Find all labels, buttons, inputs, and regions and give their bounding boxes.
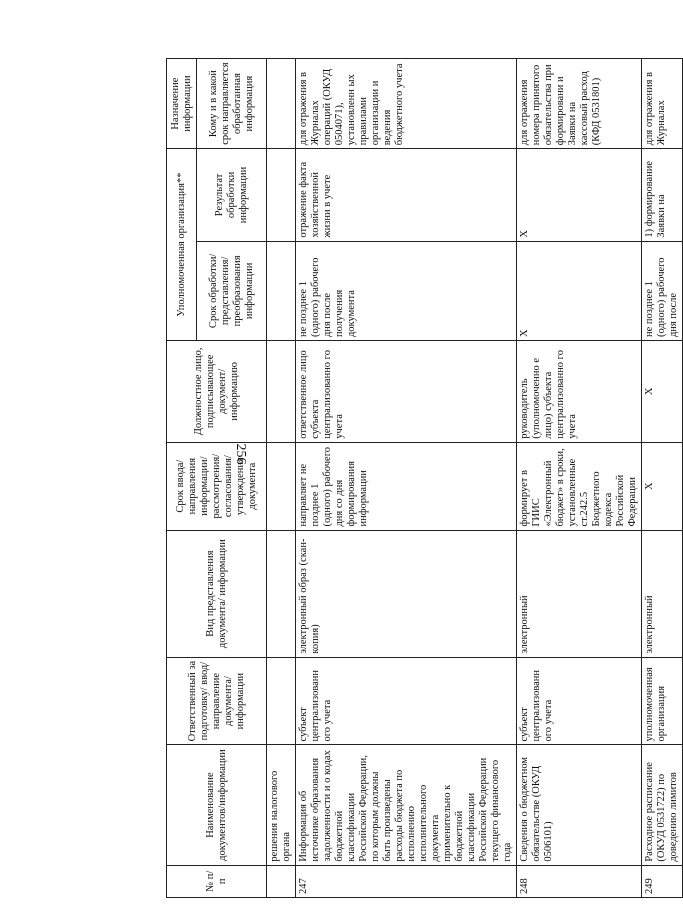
cell-purpose: для отражения номера принятого обязательства при формировани и Заявки на кассовый расход (КФД 0531801) [517, 59, 642, 149]
cell-org-result [267, 149, 296, 241]
header-purpose-group: Назначение информации [167, 59, 197, 149]
cell-name: Сведения о бюджетном обязательстве (ОКУД 0506101) [517, 745, 642, 865]
table-row [296, 59, 517, 898]
cell-org-deadline [267, 241, 296, 340]
cell-org-result: X [517, 149, 642, 241]
table-row [267, 59, 296, 898]
cell-form: электронный образ (скан-копия) [296, 530, 517, 657]
header-responsible: Ответственный за подготовку/ ввод/ направление документа/ информации [167, 657, 267, 745]
cell-org-result: 1) формирование Заявки на [642, 149, 683, 241]
cell-purpose [267, 59, 296, 149]
cell-responsible: субъект централизованн ого учета [296, 657, 517, 745]
cell-org-result: отражение факта хозяйственной жизни в учете [296, 149, 517, 241]
cell-deadline: X [642, 442, 683, 530]
cell-deadline: формирует в ГИИС «Электронный бюджет» в сроки, установленные ст.242.5 Бюджетного кодекса Российской Федерации [517, 442, 642, 530]
header-org-group: Уполномоченная организация** [167, 149, 197, 341]
cell-signer: X [642, 341, 683, 443]
cell-responsible [267, 657, 296, 745]
cell-num: 249 [642, 865, 683, 897]
cell-num [267, 865, 296, 897]
header-purpose: Кому и в какой срок направляется обработанная информация [197, 59, 267, 149]
cell-form: электронный [642, 530, 683, 657]
cell-form: электронный [517, 530, 642, 657]
cell-purpose: для отражения в Журналах [642, 59, 683, 149]
rotated-table-container [166, 58, 679, 898]
cell-form [267, 530, 296, 657]
cell-deadline [267, 442, 296, 530]
header-deadline: Срок ввода/ направления информации/ рассмотрения/ согласования/ утверждения документа [167, 442, 267, 530]
cell-name: решения налогового органа [267, 745, 296, 865]
header-org-result: Результат обработки информации [197, 149, 267, 241]
cell-deadline: направляет не позднее 1 (одного) рабочего дня со дня формирования информации [296, 442, 517, 530]
cell-purpose: для отражения в Журналах операций (ОКУД 0504071), установленн ых правилами организации и ведения бюджетного учета [296, 59, 517, 149]
header-num: № п/п [167, 865, 267, 897]
header-form: Вид представления документа/ информации [167, 530, 267, 657]
cell-signer [267, 341, 296, 443]
cell-responsible: субъект централизованн ого учета [517, 657, 642, 745]
table-row [642, 59, 683, 898]
cell-org-deadline: не позднее 1 (одного) рабочего дня после [642, 241, 683, 340]
header-signer: Должностное лицо, подписывающее документ/ информацию [167, 341, 267, 443]
cell-org-deadline: не позднее 1 (одного) рабочего дня после получения документа [296, 241, 517, 340]
table-row [517, 59, 642, 898]
cell-name: Расходное расписание (ОКУД 0531722) по доведению лимитов [642, 745, 683, 865]
header-name: Наименование документов/информации [167, 745, 267, 865]
cell-num: 248 [517, 865, 642, 897]
page-number: 256 [233, 443, 248, 465]
cell-num: 247 [296, 865, 517, 897]
cell-responsible: уполномоченная организация [642, 657, 683, 745]
document-table [166, 58, 683, 898]
cell-name: Информация об источнике образования задолженности и о кодах бюджетной классификации Российской Федерации, по которым должны быть произведены расходы бюджета по исполнению исполнительного документа применительно к бюджетной классификации Российской Федерации текущего финансового года [296, 745, 517, 865]
cell-signer: руководитель (уполномоченно е лицо) субъекта централизованно го учета [517, 341, 642, 443]
header-org-deadline: Срок обработки/ представления/ преобразования информации [197, 241, 267, 340]
cell-signer: ответственное лицо субъекта централизованно го учета [296, 341, 517, 443]
cell-org-deadline: X [517, 241, 642, 340]
